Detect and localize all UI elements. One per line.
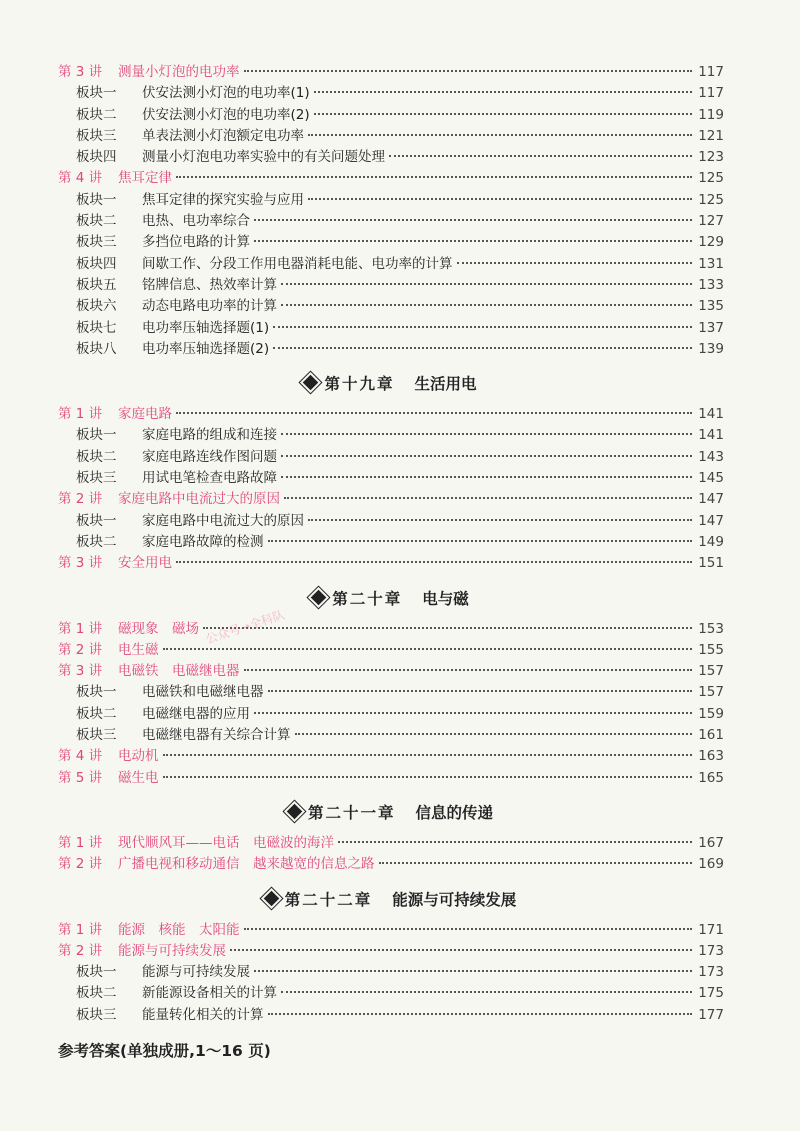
entry-title: 电动机: [118, 748, 159, 765]
toc-block-entry[interactable]: [58, 468, 724, 489]
toc-block-entry[interactable]: [58, 1005, 724, 1026]
dot-leader: [338, 841, 692, 843]
entry-title: 电生磁: [118, 641, 159, 658]
page-number: 161: [698, 727, 724, 744]
entry-title: 能源与可持续发展: [118, 942, 226, 959]
entry-title: 能量转化相关的计算: [142, 1006, 264, 1023]
page-number: 119: [698, 106, 724, 123]
page-number: 173: [698, 942, 724, 959]
entry-title: 家庭电路中电流过大的原因: [118, 491, 280, 508]
page-number: 159: [698, 705, 724, 722]
toc-lesson-entry[interactable]: [58, 553, 724, 574]
entry-number: 板块一: [76, 512, 117, 529]
entry-number: 第 1 讲: [58, 620, 103, 637]
dot-leader: [314, 91, 692, 93]
dot-leader: [281, 455, 692, 457]
toc-lesson-entry[interactable]: [58, 168, 724, 189]
dot-leader: [379, 862, 693, 864]
dot-leader: [281, 476, 692, 478]
dot-leader: [163, 776, 693, 778]
page-number: 173: [698, 964, 724, 981]
diamond-bullet-icon: [311, 589, 327, 605]
dot-leader: [268, 540, 693, 542]
toc-block-entry[interactable]: [58, 190, 724, 211]
page-number: 165: [698, 769, 724, 786]
toc-block-entry[interactable]: [58, 962, 724, 983]
dot-leader: [273, 326, 692, 328]
chapter-number: 第二十一章: [307, 803, 396, 822]
entry-number: 板块八: [76, 340, 117, 357]
dot-leader: [281, 283, 692, 285]
page-number: 141: [698, 427, 724, 444]
dot-leader: [163, 754, 693, 756]
dot-leader: [203, 627, 692, 629]
entry-title: 能源 核能 太阳能: [118, 921, 240, 938]
entry-title: 家庭电路: [118, 406, 172, 423]
entry-title: 新能源设备相关的计算: [142, 985, 277, 1002]
chapter-title: 生活用电: [414, 375, 477, 394]
toc-lesson-entry[interactable]: [58, 746, 724, 767]
dot-leader: [281, 991, 692, 993]
toc-block-entry[interactable]: [58, 211, 724, 232]
chapter-heading: [58, 793, 724, 833]
dot-leader: [308, 519, 692, 521]
toc-lesson-entry[interactable]: [58, 619, 724, 640]
page-number: 139: [698, 340, 724, 357]
toc-lesson-entry[interactable]: [58, 833, 724, 854]
table-of-contents: [58, 62, 724, 1068]
diamond-bullet-icon: [303, 375, 319, 391]
entry-number: 第 4 讲: [58, 748, 103, 765]
page-number: 151: [698, 555, 724, 572]
chapter-title: 能源与可持续发展: [392, 890, 517, 909]
dot-leader: [389, 155, 692, 157]
entry-number: 第 3 讲: [58, 64, 103, 80]
toc-block-entry[interactable]: [58, 447, 724, 468]
page-number: 131: [698, 255, 724, 272]
entry-number: 板块四: [76, 149, 117, 166]
entry-number: 第 2 讲: [58, 942, 103, 959]
entry-number: 板块二: [76, 705, 117, 722]
toc-block-entry[interactable]: [58, 147, 724, 168]
chapter-number: 第二十二章: [284, 890, 373, 909]
chapter-number: 第二十章: [332, 589, 403, 608]
toc-block-entry[interactable]: [58, 318, 724, 339]
toc-block-entry[interactable]: [58, 126, 724, 147]
entry-title: 电功率压轴选择题(2): [142, 340, 270, 357]
entry-title: 电磁继电器的应用: [142, 705, 250, 722]
page-number: 167: [698, 834, 724, 851]
toc-block-entry[interactable]: [58, 682, 724, 703]
toc-lesson-entry[interactable]: [58, 62, 724, 83]
toc-lesson-entry[interactable]: [58, 661, 724, 682]
entry-title: 焦耳定律的探究实验与应用: [142, 191, 304, 208]
dot-leader: [254, 240, 692, 242]
entry-title: 多挡位电路的计算: [142, 234, 250, 251]
toc-block-entry[interactable]: [58, 296, 724, 317]
chapter-heading: [58, 364, 724, 404]
dot-leader: [281, 433, 692, 435]
entry-title: 电磁继电器有关综合计算: [142, 727, 291, 744]
entry-number: 板块四: [76, 255, 117, 272]
dot-leader: [176, 176, 692, 178]
toc-block-entry[interactable]: [58, 232, 724, 253]
dot-leader: [230, 949, 692, 951]
toc-lesson-entry[interactable]: [58, 640, 724, 661]
entry-number: 第 1 讲: [58, 406, 103, 423]
toc-lesson-entry[interactable]: [58, 920, 724, 941]
entry-number: 第 3 讲: [58, 663, 103, 680]
entry-title: 安全用电: [118, 555, 172, 572]
dot-leader: [284, 497, 692, 499]
toc-block-entry[interactable]: [58, 83, 724, 104]
toc-block-entry[interactable]: [58, 983, 724, 1004]
entry-number: 板块二: [76, 213, 117, 230]
entry-number: 第 2 讲: [58, 641, 103, 658]
entry-number: 板块一: [76, 964, 117, 981]
entry-number: 板块二: [76, 448, 117, 465]
entry-title: 电磁铁 电磁继电器: [118, 663, 240, 680]
toc-lesson-entry[interactable]: [58, 489, 724, 510]
entry-number: 板块三: [76, 470, 117, 487]
entry-title: 电热、电功率综合: [142, 213, 250, 230]
page-number: 141: [698, 406, 724, 423]
entry-number: 板块七: [76, 319, 117, 336]
diamond-bullet-icon: [287, 804, 303, 820]
page-number: 169: [698, 856, 724, 873]
page-number: 175: [698, 985, 724, 1002]
entry-title: 伏安法测小灯泡的电功率(2): [142, 106, 310, 123]
toc-lesson-entry[interactable]: [58, 941, 724, 962]
page-number: 135: [698, 298, 724, 315]
entry-title: 焦耳定律: [118, 170, 172, 187]
toc-block-entry[interactable]: [58, 511, 724, 532]
entry-number: 板块三: [76, 127, 117, 144]
dot-leader: [254, 970, 692, 972]
page-number: 129: [698, 234, 724, 251]
dot-leader: [314, 113, 692, 115]
page-number: 125: [698, 191, 724, 208]
diamond-bullet-icon: [263, 890, 279, 906]
toc-block-entry[interactable]: [58, 339, 724, 360]
entry-title: 能源与可持续发展: [142, 964, 250, 981]
entry-title: 家庭电路的组成和连接: [142, 427, 277, 444]
page-number: 117: [698, 85, 724, 102]
entry-title: 家庭电路故障的检测: [142, 533, 264, 550]
toc-block-entry[interactable]: [58, 704, 724, 725]
dot-leader: [244, 669, 693, 671]
page-number: 149: [698, 533, 724, 550]
page-number: 125: [698, 170, 724, 187]
entry-number: 板块二: [76, 985, 117, 1002]
toc-lesson-entry[interactable]: [58, 404, 724, 425]
dot-leader: [295, 733, 693, 735]
dot-leader: [244, 928, 693, 930]
chapter-title: 电与磁: [422, 589, 469, 608]
entry-number: 第 4 讲: [58, 170, 103, 187]
chapter-heading: [58, 880, 724, 920]
toc-lesson-entry[interactable]: [58, 854, 724, 875]
entry-number: 板块二: [76, 533, 117, 550]
entry-title: 动态电路电功率的计算: [142, 298, 277, 315]
page-number: 147: [698, 512, 724, 529]
page-number: 127: [698, 213, 724, 230]
entry-title: 磁生电: [118, 769, 159, 786]
dot-leader: [308, 134, 692, 136]
entry-number: 板块一: [76, 684, 117, 701]
page-number: 157: [698, 663, 724, 680]
toc-block-entry[interactable]: [58, 725, 724, 746]
entry-title: 现代顺风耳——电话 电磁波的海洋: [118, 834, 334, 851]
chapter-number: 第十九章: [324, 375, 395, 394]
entry-number: 板块一: [76, 85, 117, 102]
page-number: 143: [698, 448, 724, 465]
entry-title: 伏安法测小灯泡的电功率(1): [142, 85, 310, 102]
entry-title: 家庭电路连线作图问题: [142, 448, 277, 465]
entry-number: 第 3 讲: [58, 555, 103, 572]
page-number: 117: [698, 64, 724, 80]
page-number: 147: [698, 491, 724, 508]
dot-leader: [308, 198, 692, 200]
entry-title: 铭牌信息、热效率计算: [142, 276, 277, 293]
dot-leader: [176, 561, 692, 563]
page-number: 177: [698, 1006, 724, 1023]
entry-number: 板块六: [76, 298, 117, 315]
page-number: 155: [698, 641, 724, 658]
dot-leader: [268, 1013, 693, 1015]
watermark: 公众号→全科队: [203, 607, 287, 647]
entry-title: 电磁铁和电磁继电器: [142, 684, 264, 701]
entry-number: 第 1 讲: [58, 921, 103, 938]
page-number: 145: [698, 470, 724, 487]
entry-number: 板块二: [76, 106, 117, 123]
dot-leader: [254, 219, 692, 221]
entry-title: 测量小灯泡的电功率: [118, 64, 240, 80]
dot-leader: [176, 412, 692, 414]
entry-title: 单表法测小灯泡额定电功率: [142, 127, 304, 144]
toc-block-entry[interactable]: [58, 254, 724, 275]
entry-number: 第 5 讲: [58, 769, 103, 786]
entry-title: 测量小灯泡电功率实验中的有关问题处理: [142, 149, 385, 166]
chapter-heading: [58, 579, 724, 619]
dot-leader: [163, 648, 693, 650]
entry-title: 电功率压轴选择题(1): [142, 319, 270, 336]
page-number: 157: [698, 684, 724, 701]
toc-lesson-entry[interactable]: [58, 768, 724, 789]
entry-number: 板块一: [76, 191, 117, 208]
entry-title: 用试电笔检查电路故障: [142, 470, 277, 487]
entry-title: 广播电视和移动通信 越来越宽的信息之路: [118, 856, 375, 873]
page-number: 137: [698, 319, 724, 336]
page-number: 133: [698, 276, 724, 293]
entry-title: 家庭电路中电流过大的原因: [142, 512, 304, 529]
entry-title: 间歇工作、分段工作用电器消耗电能、电功率的计算: [142, 255, 453, 272]
dot-leader: [281, 304, 692, 306]
toc-block-entry[interactable]: [58, 105, 724, 126]
dot-leader: [244, 70, 693, 72]
toc-block-entry[interactable]: [58, 532, 724, 553]
entry-title: 磁现象 磁场: [118, 620, 199, 637]
page-number: 171: [698, 921, 724, 938]
page-number: 121: [698, 127, 724, 144]
dot-leader: [273, 347, 692, 349]
entry-number: 第 2 讲: [58, 856, 103, 873]
dot-leader: [457, 262, 693, 264]
entry-number: 板块三: [76, 727, 117, 744]
toc-block-entry[interactable]: [58, 275, 724, 296]
page-number: 123: [698, 149, 724, 166]
page-number: 153: [698, 620, 724, 637]
entry-number: 第 1 讲: [58, 834, 103, 851]
chapter-title: 信息的传递: [415, 803, 494, 822]
entry-number: 第 2 讲: [58, 491, 103, 508]
dot-leader: [268, 690, 693, 692]
entry-number: 板块三: [76, 1006, 117, 1023]
entry-number: 板块三: [76, 234, 117, 251]
entry-number: 板块一: [76, 427, 117, 444]
dot-leader: [254, 712, 692, 714]
answer-key-note: 参考答案(单独成册,1～16 页): [58, 1041, 271, 1060]
page-number: 163: [698, 748, 724, 765]
toc-block-entry[interactable]: [58, 425, 724, 446]
entry-number: 板块五: [76, 276, 117, 293]
